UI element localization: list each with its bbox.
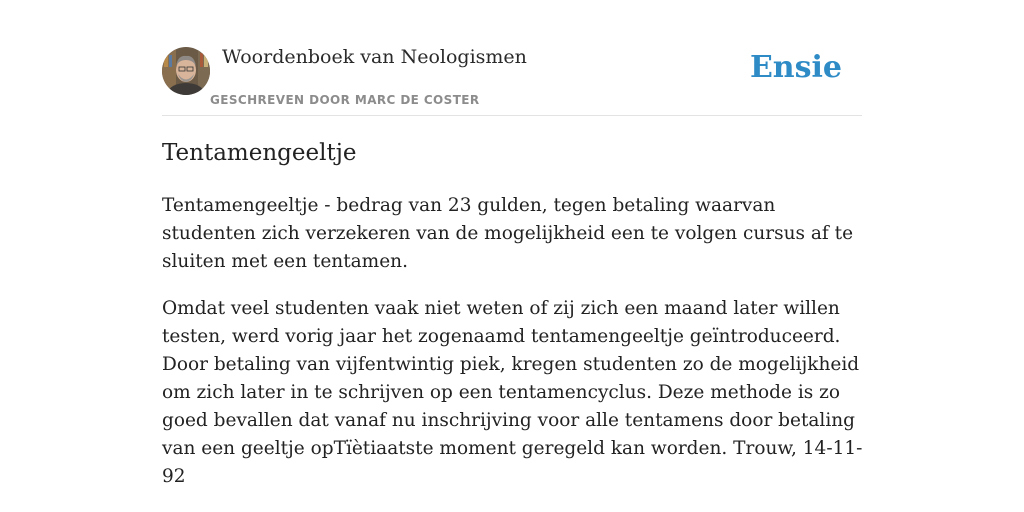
author-byline[interactable]: GESCHREVEN DOOR MARC DE COSTER (210, 93, 480, 107)
dictionary-title[interactable]: Woordenboek van Neologismen (222, 46, 527, 68)
author-portrait-icon (162, 47, 210, 95)
author-avatar[interactable] (162, 47, 210, 95)
brand-logo[interactable]: Ensie (749, 50, 842, 85)
entry-title: Tentamengeeltje (162, 140, 357, 166)
quote-paragraph: Omdat veel studenten vaak niet weten of zij zich een maand later willen testen, werd vorig jaar het zogenaamd tentamengeeltje geïntroduceerd. Door betaling van vijfentwintig piek, kregen studenten zo de mogelijkheid om zich later in te schrijven op een tentamencyclus. Deze methode is zo goed bevallen dat vanaf nu inschrijving voor alle tentamens door betaling van een geeltje opTïètiaatste moment geregeld kan worden. Trouw, 14-11-92 (162, 298, 863, 487)
entry-body (162, 192, 866, 510)
header-divider (162, 115, 862, 116)
definition-paragraph: Tentamengeeltje - bedrag van 23 gulden, tegen betaling waarvan studenten zich verzekeren van de mogelijkheid een te volgen cursus af te sluiten met een tentamen. (162, 195, 854, 272)
